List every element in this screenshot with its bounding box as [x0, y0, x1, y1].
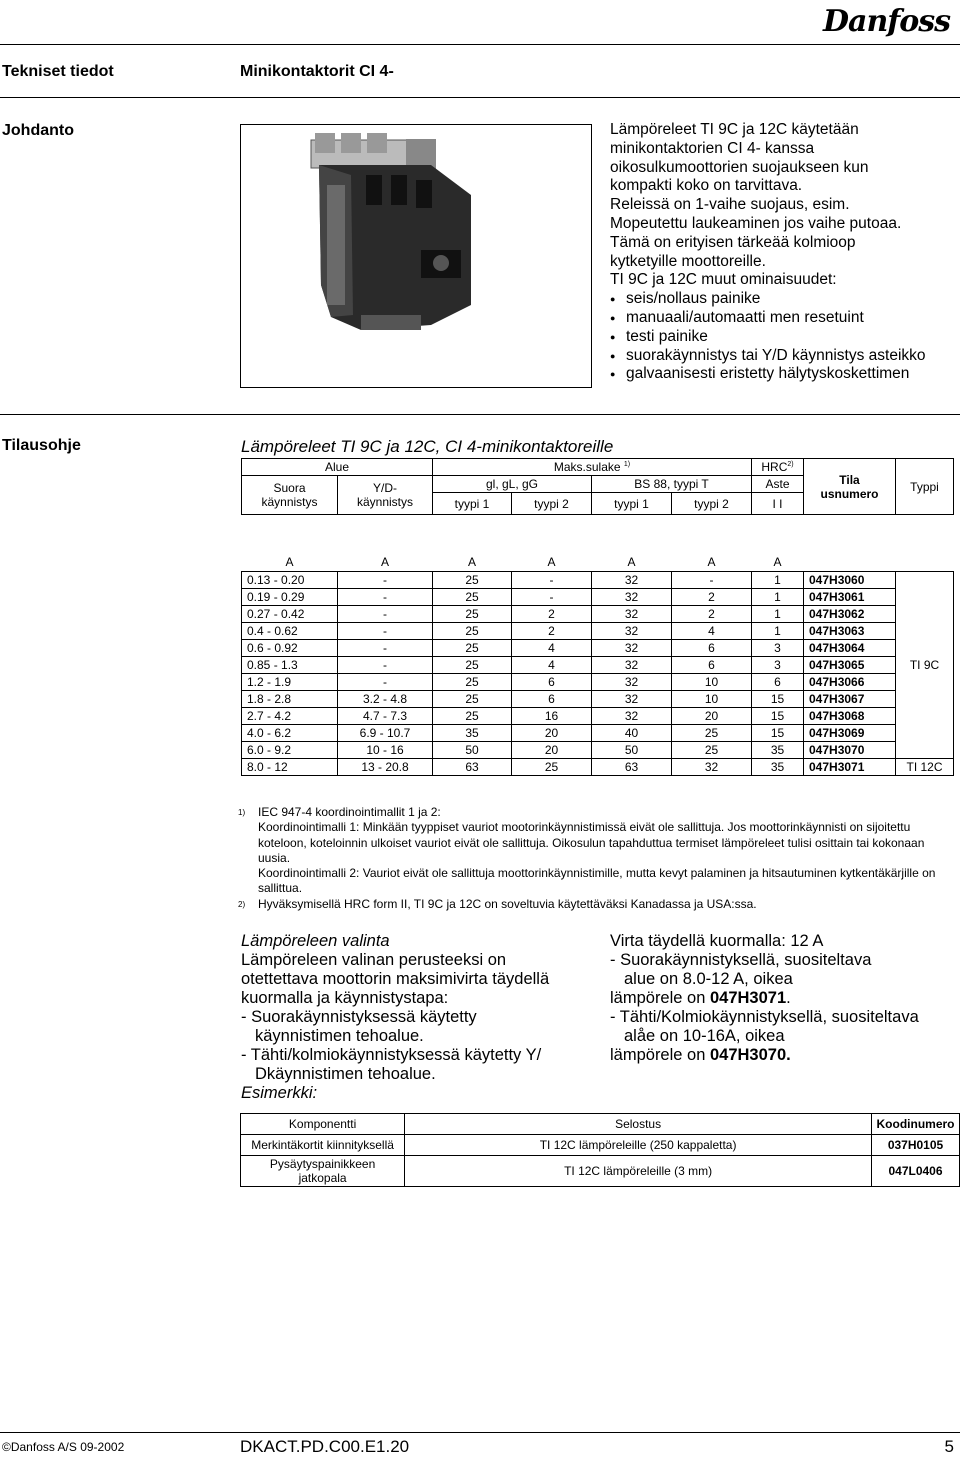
intro-line: Releissä on 1-vaihe suojaus, esim.	[610, 196, 850, 214]
danfoss-logo: Danfoss	[823, 4, 950, 39]
selection-line: Lämpöreleen valinan perusteeksi on	[241, 951, 507, 969]
header-bottom-rule	[0, 97, 960, 98]
footer-doccode: DKACT.PD.C00.E1.20	[240, 1437, 410, 1456]
intro-line: Mopeutettu laukeaminen jos vaihe putoaa.	[610, 214, 902, 232]
feature-bullet: ● galvaanisesti eristetty hälytyskoskettimen	[610, 365, 955, 384]
selection-text	[241, 932, 601, 1103]
feature-bullet: ● manuaali/automaatti men resetuint	[610, 309, 955, 328]
table-row: 1.8 - 2.8 3.2 - 4.8 25 6 32 10 15 047H3067	[242, 691, 954, 708]
header-aste: Aste	[752, 476, 804, 493]
note-line: Koordinointimalli 1: Minkään tyyppiset vauriot mootorinkäynnistimissä eivät ole sallittuja. Jos moottorinkäynnisti on sijoitettu koteloon, koteloinnin ulkoiset vauriot eivät ole sallittuja. Oikosulun tapahduttua termiset lämpöreleet tulisi osittain tai kokonaan uusia.	[258, 820, 925, 865]
intro-line: oikosulkumoottorien suojaukseen kun	[610, 158, 869, 176]
intro-line: minikontaktorien CI 4- kanssa	[610, 139, 815, 157]
header-alue: Alue	[242, 459, 433, 476]
table-row: 0.19 - 0.29 - 25 - 32 2 1 047H3061	[242, 589, 954, 606]
note-line: Hyväksymisellä HRC form II, TI 9C ja 12C on soveltuvia käytettäväksi Kanadassa ja USA:ssa.	[258, 896, 757, 911]
section-intro: Johdanto	[2, 122, 74, 139]
table-row: 1.2 - 1.9 - 25 6 32 10 6 047H3066	[242, 674, 954, 691]
table-row: 8.0 - 12 13 - 20.8 63 25 63 32 35 047H3071 TI 12C	[242, 759, 954, 776]
header-yd: Y/D- käynnistys	[338, 476, 433, 515]
header-tila: Tila usnumero	[804, 459, 896, 515]
selection-heading: Lämpöreleen valinta	[241, 932, 390, 950]
header-tyypi: tyypi 1	[433, 493, 512, 515]
note-line: Koordinointimalli 2: Vauriot eivät ole sallittuja moottorinkäynnistimille, mutta kevyt palaminen ja hitsautuminen kytkentäkärjille on sallittua.	[258, 866, 936, 896]
examples-heading: Esimerkki:	[241, 1084, 318, 1102]
example-line: Virta täydellä kuormalla: 12 A	[610, 932, 824, 950]
footer-page: 5	[944, 1437, 954, 1456]
table-row: Merkintäkortit kiinnityksellä TI 12C lämpöreleille (250 kappaletta) 037H0105	[241, 1135, 960, 1156]
intro-line: kompakti koko on tarvittava.	[610, 177, 803, 195]
selection-line: käynnistimen tehoalue.	[255, 1027, 424, 1045]
product-image	[240, 124, 592, 388]
table-row: 2.7 - 4.2 4.7 - 7.3 25 16 32 20 15 047H3068	[242, 708, 954, 725]
selection-line: - Tähti/kolmiokäynnistyksessä käytetty Y/	[241, 1046, 542, 1064]
units-row: A A A A A A A	[285, 554, 782, 569]
header-gl: gl, gL, gG	[433, 476, 592, 493]
footer-rule	[0, 1432, 960, 1433]
table-row: 0.13 - 0.20 - 25 - 32 - 1 047H3060 TI 9C	[242, 572, 954, 589]
header-bs88: BS 88, tyypi T	[592, 476, 752, 493]
code-047H3071: 047H3071	[709, 989, 787, 1007]
header-right: Minikontaktorit CI 4-	[240, 63, 394, 80]
header-typpi: Typpi	[896, 459, 954, 515]
comp-header: Selostus	[405, 1114, 872, 1135]
example-line: lämpörele on 047H3071.	[610, 989, 791, 1007]
section-order: Tilausohje	[2, 437, 81, 454]
table-row: 6.0 - 9.2 10 - 16 50 20 50 25 35 047H3070	[242, 742, 954, 759]
table-title: Lämpöreleet TI 9C ja 12C, CI 4-minikontaktoreille	[241, 437, 614, 456]
footer-copyright: ©Danfoss A/S 09-2002	[2, 1440, 125, 1454]
header-tyypi: tyypi 2	[672, 493, 752, 515]
example-text	[610, 932, 955, 1065]
table-row: 0.4 - 0.62 - 25 2 32 4 1 047H3063	[242, 623, 954, 640]
intro-line: Lämpöreleet TI 9C ja 12C käytetään	[610, 121, 859, 138]
feature-bullet: ● testi painike	[610, 328, 955, 347]
table-row: 0.6 - 0.92 - 25 4 32 6 3 047H3064	[242, 640, 954, 657]
header-top-rule	[0, 44, 960, 45]
example-line: - Suorakäynnistyksellä, suositeltava	[610, 951, 872, 969]
header-tyypi: tyypi 1	[592, 493, 672, 515]
intro-text	[610, 121, 955, 384]
intro-line: TI 9C ja 12C muut ominaisuudet:	[610, 271, 837, 289]
footnotes: 1) IEC 947-4 koordinointimallit 1 ja 2: Koordinointimalli 1: Minkään tyyppiset vauriot mootorinkäynnistimissä eivät ole sallittuja. Jos moottorinkäynnisti on sijoitettu koteloon, koteloinnin ulkoiset vauriot eivät ole sallittuja. Oikosulun tapahduttua termiset lämpöreleet tulisi osittain tai kokonaan uusia. Koordinointimalli 2: Vauriot eivät ole sallittuja moottorinkäynnistimille, mutta kevyt palaminen ja hitsautuminen kytkentäkärjille on sallittua. 2) Hyväksymisellä HRC form II, TI 9C ja 12C on soveltuvia käytettäväksi Kanadassa ja USA:ssa.	[241, 805, 953, 912]
header-suora: Suora käynnistys	[242, 476, 338, 515]
section-divider	[0, 414, 960, 415]
intro-line: Tämä on erityisen tärkeää kolmioop	[610, 233, 856, 251]
header-aste-value: I I	[752, 493, 804, 515]
example-line: - Tähti/Kolmiokäynnistyksellä, suositeltava	[610, 1008, 919, 1026]
feature-bullet: ● suorakäynnistys tai Y/D käynnistys asteikko	[610, 347, 955, 366]
header-maks: Maks.sulake $^{1)}$	[433, 459, 752, 476]
example-line: alåe on 10-16A, oikea	[624, 1027, 785, 1045]
intro-line: kytketyille moottoreille.	[610, 252, 766, 270]
table-row: Pysäytyspainikkeen jatkopala TI 12C lämpöreleille (3 mm) 047L0406	[241, 1156, 960, 1187]
example-line: alue on 8.0-12 A, oikea	[624, 970, 793, 988]
components-table	[240, 1113, 960, 1187]
selection-line: kuormalla ja käynnistystapa:	[241, 989, 449, 1007]
header-left: Tekniset tiedot	[2, 63, 114, 80]
code-047H3070: 047H3070.	[709, 1046, 791, 1064]
type-ti9c: TI 9C	[896, 572, 954, 759]
note-line: IEC 947-4 koordinointimallit 1 ja 2:	[258, 805, 441, 819]
selection-line: Dkäynnistimen tehoalue.	[255, 1065, 436, 1083]
selection-line: - Suorakäynnistyksessä käytetty	[241, 1008, 477, 1026]
header-hrc: HRC$^{2)}$	[752, 459, 804, 476]
order-table	[241, 458, 954, 776]
selection-line: otettettava moottorin maksimivirta täydellä	[241, 970, 550, 988]
type-ti12c: TI 12C	[896, 759, 954, 776]
table-row: 0.27 - 0.42 - 25 2 32 2 1 047H3062	[242, 606, 954, 623]
feature-bullet: ● seis/nollaus painike	[610, 290, 955, 309]
table-row: 0.85 - 1.3 - 25 4 32 6 3 047H3065	[242, 657, 954, 674]
example-line: lämpörele on 047H3070.	[610, 1046, 791, 1064]
comp-header: Koodinumero	[872, 1114, 960, 1135]
header-tyypi: tyypi 2	[512, 493, 592, 515]
comp-header: Komponentti	[241, 1114, 405, 1135]
table-row: 4.0 - 6.2 6.9 - 10.7 35 20 40 25 15 047H3069	[242, 725, 954, 742]
